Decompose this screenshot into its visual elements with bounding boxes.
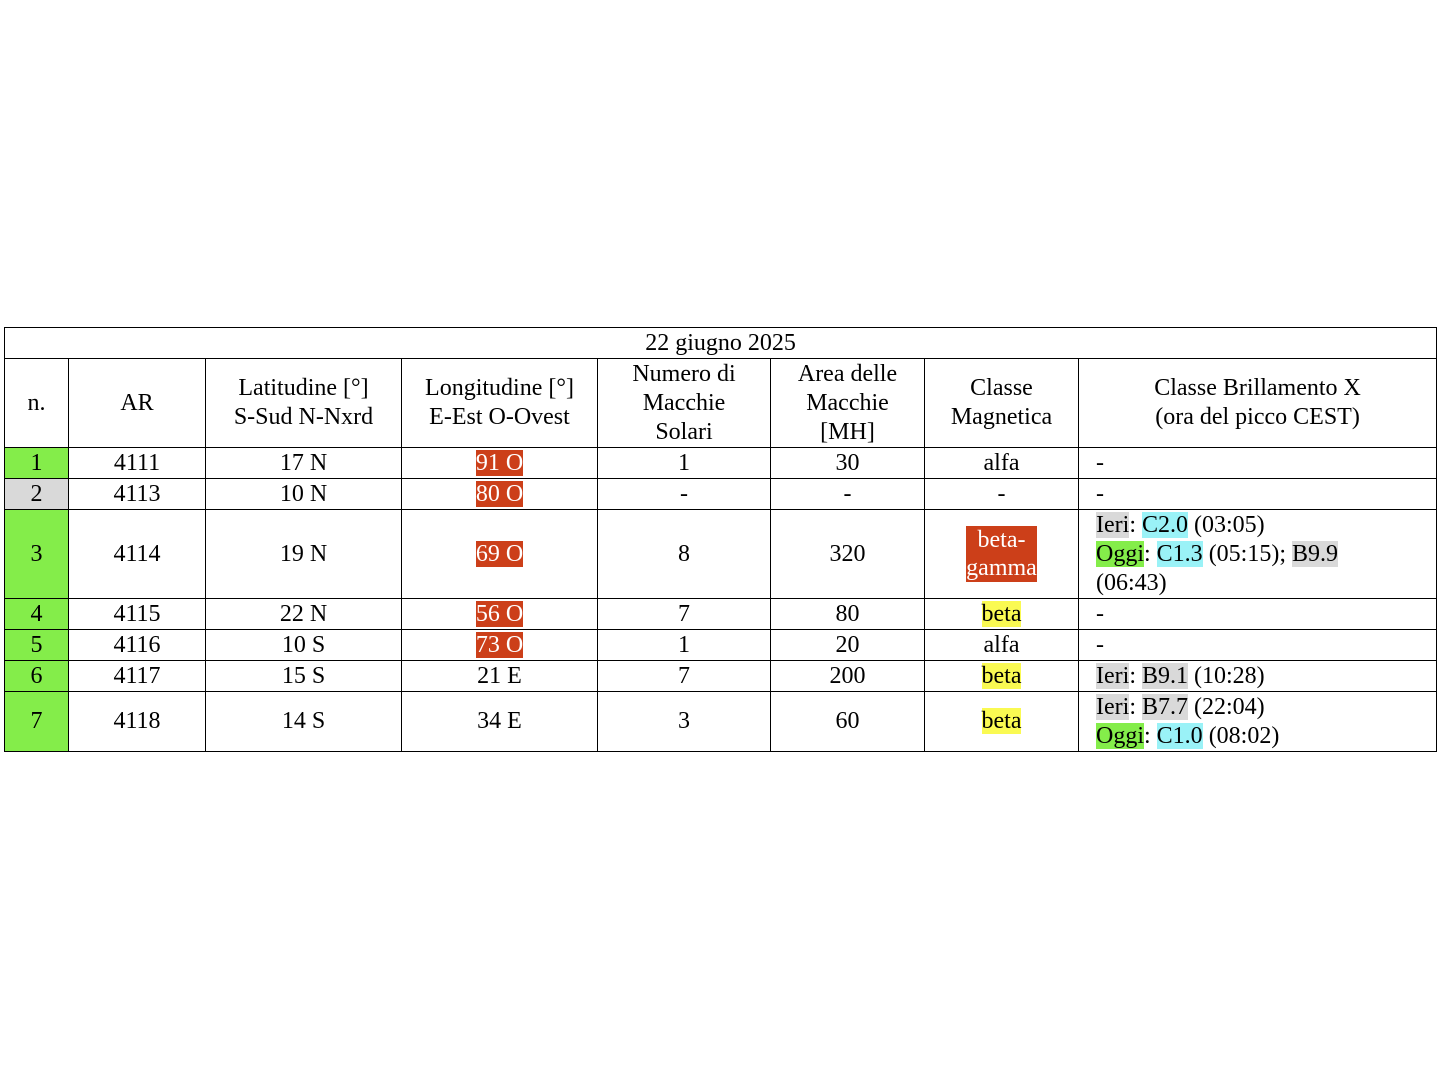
magnetic-class-line1: beta- — [977, 526, 1026, 553]
header-n: n. — [5, 359, 69, 448]
latitude: 19 N — [206, 510, 402, 599]
table-row — [5, 630, 1437, 661]
sunspot-count: 7 — [598, 599, 771, 630]
flare-class-value: B7.7 — [1141, 693, 1188, 720]
flare-class-value: C2.0 — [1141, 511, 1188, 538]
header-sunspot-area-line1: Area delle — [797, 360, 898, 387]
row-number: 7 — [5, 692, 69, 752]
header-magnetic-class-line1: Classe — [970, 375, 1033, 401]
sunspot-area: 80 — [771, 599, 925, 630]
flare-ieri-label: Ieri — [1096, 662, 1130, 689]
table-title: 22 giugno 2025 — [5, 328, 1437, 359]
header-magnetic-class-line2: Magnetica — [950, 404, 1053, 430]
ar-number: 4113 — [69, 479, 206, 510]
sunspot-area: 20 — [771, 630, 925, 661]
sunspot-count: 3 — [598, 692, 771, 752]
table-row — [5, 661, 1437, 692]
header-longitude-line1: Longitudine [°] — [425, 375, 574, 401]
flare-time: (10:28) — [1194, 662, 1265, 689]
header-latitude-line2: S-Sud N-Nxrd — [233, 404, 374, 430]
header-sunspot-area-line2: Macchie — [806, 389, 889, 416]
magnetic-class-value: beta — [981, 600, 1022, 627]
ar-number: 4116 — [69, 630, 206, 661]
longitude — [402, 448, 598, 479]
flare-class: - — [1079, 448, 1437, 479]
flare-class-value: C1.3 — [1156, 540, 1203, 567]
table-row — [5, 448, 1437, 479]
flare-class-value: B9.9 — [1292, 540, 1339, 567]
flare-class: - — [1079, 630, 1437, 661]
latitude: 14 S — [206, 692, 402, 752]
longitude: 34 E — [402, 692, 598, 752]
flare-class: - — [1079, 479, 1437, 510]
header-sunspot-count-line3: Solari — [655, 418, 713, 445]
longitude — [402, 630, 598, 661]
longitude: 21 E — [402, 661, 598, 692]
table-row — [5, 692, 1437, 752]
latitude: 15 S — [206, 661, 402, 692]
ar-number: 4115 — [69, 599, 206, 630]
ar-number: 4117 — [69, 661, 206, 692]
flare-class: Ieri: B7.7 (22:04) Oggi: C1.0 (08:02) — [1079, 692, 1437, 752]
row-number: 2 — [5, 479, 69, 510]
ar-number: 4111 — [69, 448, 206, 479]
flare-ieri-label: Ieri — [1096, 511, 1130, 538]
magnetic-class — [925, 661, 1079, 692]
sunspot-area: 320 — [771, 510, 925, 599]
longitude-value: 56 O — [475, 600, 524, 627]
row-number: 5 — [5, 630, 69, 661]
flare-class: Ieri: C2.0 (03:05) Oggi: C1.3 (05:15); B9.9 (06:43) — [1079, 510, 1437, 599]
header-ar: AR — [69, 359, 206, 448]
magnetic-class — [925, 599, 1079, 630]
longitude — [402, 599, 598, 630]
header-latitude — [206, 359, 402, 448]
latitude: 10 S — [206, 630, 402, 661]
sunspot-count: 8 — [598, 510, 771, 599]
flare-class-value: B9.1 — [1141, 662, 1188, 689]
flare-time: (22:04) — [1194, 693, 1265, 720]
latitude: 17 N — [206, 448, 402, 479]
longitude-value: 69 O — [475, 540, 524, 567]
flare-class: - — [1079, 599, 1437, 630]
row-number: 3 — [5, 510, 69, 599]
latitude: 10 N — [206, 479, 402, 510]
header-sunspot-count-line1: Numero di — [632, 360, 736, 387]
longitude — [402, 510, 598, 599]
header-sunspot-area — [771, 359, 925, 448]
sunspot-count: 1 — [598, 448, 771, 479]
longitude-value: 73 O — [475, 631, 524, 658]
ar-number: 4118 — [69, 692, 206, 752]
header-sunspot-count-line2: Macchie — [642, 389, 726, 416]
table-title-row — [5, 328, 1437, 359]
magnetic-class: alfa — [925, 630, 1079, 661]
magnetic-class-line2: gamma — [966, 554, 1037, 581]
row-number: 1 — [5, 448, 69, 479]
row-number: 4 — [5, 599, 69, 630]
sunspot-count: 7 — [598, 661, 771, 692]
sunspot-count: - — [598, 479, 771, 510]
header-flare-class-line1: Classe Brillamento X — [1154, 375, 1361, 401]
header-magnetic-class — [925, 359, 1079, 448]
flare-class-value: C1.0 — [1156, 722, 1203, 749]
header-sunspot-count — [598, 359, 771, 448]
longitude-value: 91 O — [475, 449, 524, 476]
header-flare-class — [1079, 359, 1437, 448]
sunspot-area: 60 — [771, 692, 925, 752]
table-row — [5, 510, 1437, 599]
table-header-row — [5, 359, 1437, 448]
active-regions-table — [4, 327, 1437, 752]
row-number: 6 — [5, 661, 69, 692]
flare-time: (03:05) — [1194, 511, 1265, 538]
flare-time: (06:43) — [1096, 569, 1167, 596]
header-latitude-line1: Latitudine [°] — [238, 375, 369, 401]
sunspot-count: 1 — [598, 630, 771, 661]
magnetic-class-value — [966, 526, 1037, 582]
magnetic-class — [925, 692, 1079, 752]
sunspot-area: 30 — [771, 448, 925, 479]
header-sunspot-area-line3: [MH] — [820, 418, 875, 445]
magnetic-class — [925, 510, 1079, 599]
header-flare-class-line2: (ora del picco CEST) — [1155, 404, 1360, 430]
flare-class: Ieri: B9.1 (10:28) — [1079, 661, 1437, 692]
sunspot-area: - — [771, 479, 925, 510]
magnetic-class: - — [925, 479, 1079, 510]
ar-number: 4114 — [69, 510, 206, 599]
flare-oggi-label: Oggi — [1096, 540, 1144, 567]
sunspot-area: 200 — [771, 661, 925, 692]
flare-time: (08:02) — [1208, 722, 1280, 749]
table-row — [5, 479, 1437, 510]
longitude — [402, 479, 598, 510]
flare-ieri-label: Ieri — [1096, 693, 1130, 720]
magnetic-class-value: beta — [981, 708, 1022, 734]
flare-time: (05:15); — [1208, 540, 1287, 567]
flare-oggi-label: Oggi — [1096, 722, 1144, 749]
header-longitude-line2: E-Est O-Ovest — [429, 404, 570, 430]
latitude: 22 N — [206, 599, 402, 630]
magnetic-class-value: beta — [981, 662, 1022, 689]
longitude-value: 80 O — [475, 480, 524, 507]
header-longitude — [402, 359, 598, 448]
magnetic-class: alfa — [925, 448, 1079, 479]
table-row — [5, 599, 1437, 630]
